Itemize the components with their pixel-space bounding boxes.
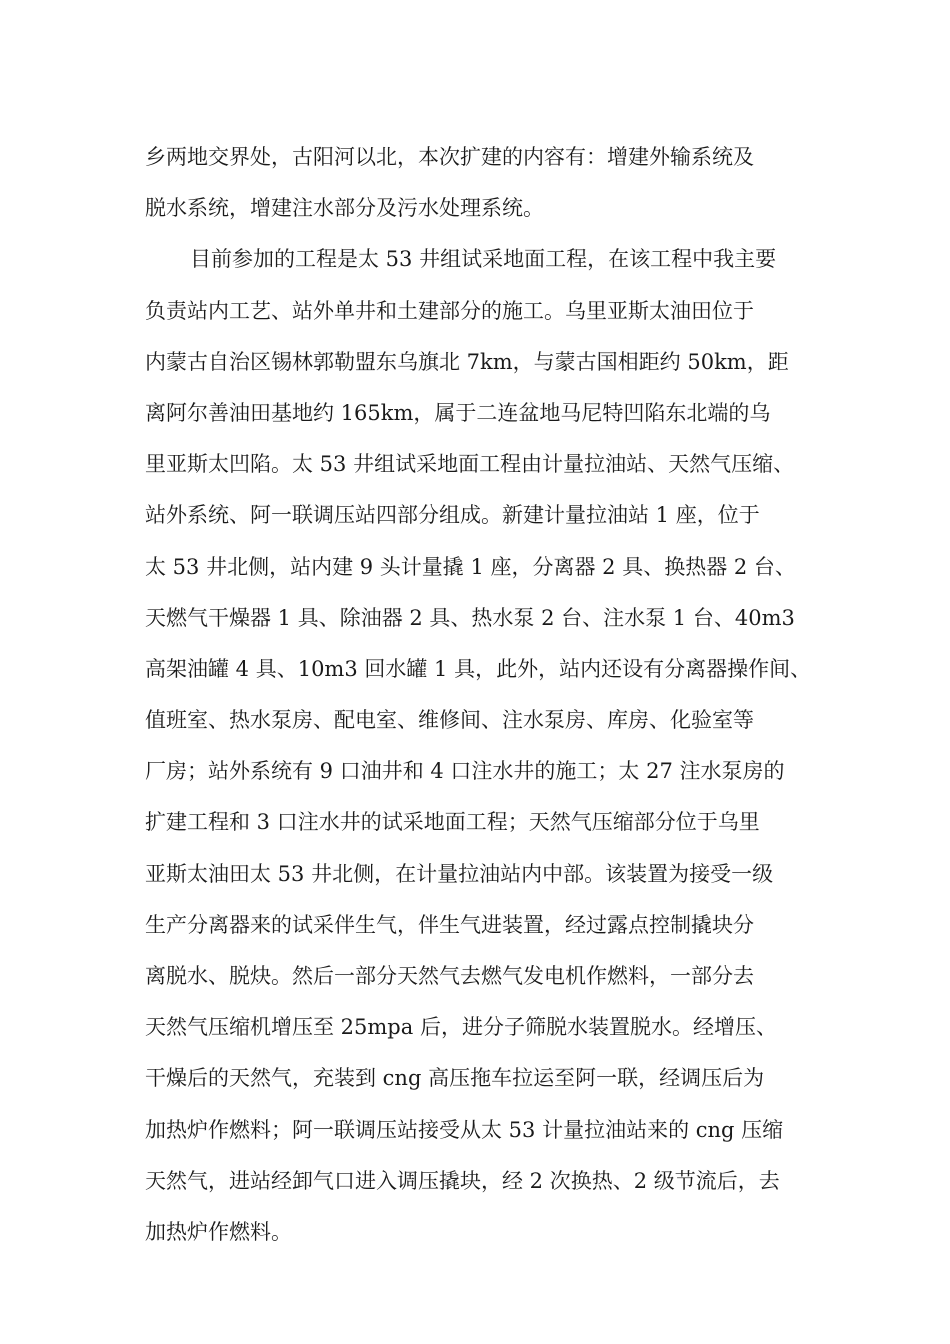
text-line-4: 负责站内工艺、站外单井和土建部分的施工。乌里亚斯太油田位于 — [145, 298, 754, 323]
text-line-9: 太 53 井北侧，站内建 9 头计量撬 1 座，分离器 2 具、换热器 2 台、 — [145, 554, 796, 579]
text-line-18: 天然气压缩机增压至 25mpa 后，进分子筛脱水装置脱水。经增压、 — [145, 1015, 777, 1040]
text-line-2: 脱水系统，增建注水部分及污水处理系统。 — [145, 196, 544, 221]
text-line-6: 离阿尔善油田基地约 165km，属于二连盆地马尼特凹陷东北端的乌 — [145, 400, 771, 425]
paragraph-start-line: 目前参加的工程是太 53 井组试采地面工程，在该工程中我主要 — [190, 247, 777, 272]
text-line-12: 值班室、热水泵房、配电室、维修间、注水泵房、库房、化验室等 — [145, 708, 754, 733]
text-line-21: 天然气，进站经卸气口进入调压撬块，经 2 次换热、2 级节流后，去 — [145, 1168, 780, 1193]
text-line-8: 站外系统、阿一联调压站四部分组成。新建计量拉油站 1 座，位于 — [145, 503, 760, 528]
text-line-10: 天燃气干燥器 1 具、除油器 2 具、热水泵 2 台、注水泵 1 台、40m3 — [145, 605, 795, 630]
text-line-13: 厂房；站外系统有 9 口油井和 4 口注水井的施工；太 27 注水泵房的 — [145, 759, 785, 784]
text-line-22: 加热炉作燃料。 — [145, 1219, 292, 1244]
text-line-19: 干燥后的天然气，充装到 cng 高压拖车拉运至阿一联，经调压后为 — [145, 1066, 765, 1091]
text-line-5: 内蒙古自治区锡林郭勒盟东乌旗北 7km，与蒙古国相距约 50km，距 — [145, 349, 789, 374]
text-line-11: 高架油罐 4 具、10m3 回水罐 1 具，此外，站内还设有分离器操作间、 — [145, 656, 812, 681]
text-line-14: 扩建工程和 3 口注水井的试采地面工程；天然气压缩部分位于乌里 — [145, 810, 760, 835]
text-line-1: 乡两地交界处，古阳河以北，本次扩建的内容有：增建外输系统及 — [145, 145, 754, 169]
body-text — [145, 132, 825, 1258]
text-line-20: 加热炉作燃料；阿一联调压站接受从太 53 计量拉油站来的 cng 压缩 — [145, 1117, 784, 1142]
text-line-7: 里亚斯太凹陷。太 53 井组试采地面工程由计量拉油站、天然气压缩、 — [145, 452, 795, 477]
text-line-17: 离脱水、脱炔。然后一部分天然气去燃气发电机作燃料，一部分去 — [145, 964, 754, 988]
text-line-15: 亚斯太油田太 53 井北侧，在计量拉油站内中部。该装置为接受一级 — [145, 861, 774, 886]
text-line-16: 生产分离器来的试采伴生气，伴生气进装置，经过露点控制撬块分 — [145, 912, 754, 937]
